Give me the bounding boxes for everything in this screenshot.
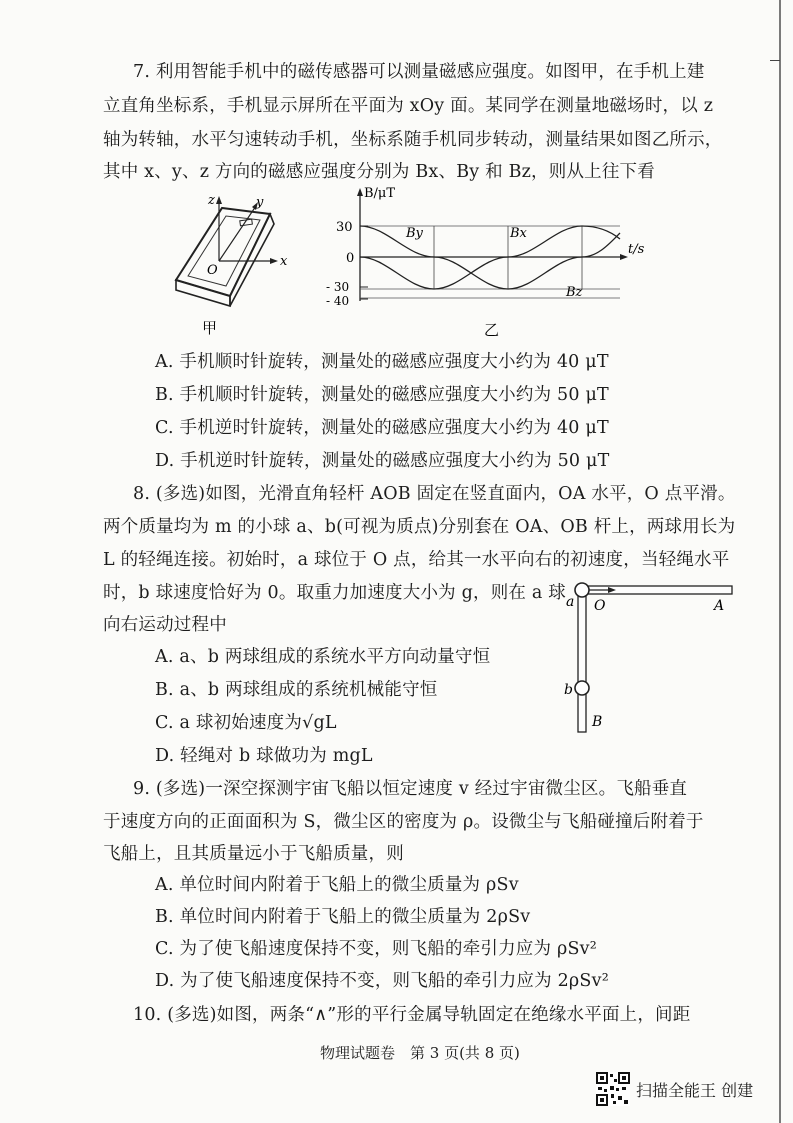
q8-option-a: A. a、b 两球组成的系统水平方向动量守恒 — [155, 647, 491, 667]
q9-option-d: D. 为了使飞船速度保持不变，则飞船的牵引力应为 2ρSv² — [155, 971, 609, 991]
q8-line-1: 8. (多选)如图，光滑直角轻杆 AOB 固定在竖直面内，OA 水平，O 点平滑。 — [133, 484, 736, 504]
q7-line-1: 7. 利用智能手机中的磁传感器可以测量磁感应强度。如图甲，在手机上建 — [133, 62, 705, 82]
page-edge-line — [779, 0, 781, 1123]
label-A: A — [714, 598, 725, 614]
label-o: O — [594, 598, 606, 614]
qr-code-icon — [596, 1072, 630, 1106]
q8-option-d: D. 轻绳对 b 球做功为 mgL — [155, 746, 373, 766]
q9-line-3: 飞船上，且其质量远小于飞船质量，则 — [103, 844, 404, 864]
q8-option-c: C. a 球初始速度为√gL — [155, 713, 337, 733]
q9-line-1: 9. (多选)一深空探测宇宙飞船以恒定速度 v 经过宇宙微尘区。飞船垂直 — [133, 779, 688, 799]
q9-option-a: A. 单位时间内附着于飞船上的微尘质量为 ρSv — [155, 875, 519, 895]
tick-0: 0 — [346, 251, 355, 266]
q7-line-3: 轴为转轴，水平匀速转动手机，坐标系随手机同步转动，测量结果如图乙所示， — [103, 130, 723, 150]
label-b: b — [564, 682, 573, 698]
ylabel: B/μT — [364, 186, 396, 201]
label-by: By — [406, 226, 423, 241]
figure-q8-rod — [562, 570, 742, 740]
q7-option-c: C. 手机逆时针旋转，测量处的磁感应强度大小约为 40 μT — [155, 418, 609, 438]
q7-option-d: D. 手机逆时针旋转，测量处的磁感应强度大小约为 50 μT — [155, 451, 610, 471]
label-bx: Bx — [510, 226, 527, 241]
q9-option-c: C. 为了使飞船速度保持不变，则飞船的牵引力应为 ρSv² — [155, 939, 597, 959]
q8-line-5: 向右运动过程中 — [103, 615, 227, 635]
q8-line-2: 两个质量均为 m 的小球 a、b(可视为质点)分别套在 OA、OB 杆上，两球用长为 — [103, 517, 736, 537]
q8-option-b: B. a、b 两球组成的系统机械能守恒 — [155, 680, 438, 700]
label-B: B — [592, 714, 603, 730]
label-bz: Bz — [566, 285, 583, 300]
q9-option-b: B. 单位时间内附着于飞船上的微尘质量为 2ρSv — [155, 907, 531, 927]
axis-y-label: y — [256, 195, 264, 210]
caption-yi: 乙 — [484, 321, 500, 339]
q7-option-b: B. 手机顺时针旋转，测量处的磁感应强度大小约为 50 μT — [155, 385, 609, 405]
axis-z-label: z — [208, 193, 215, 208]
q7-option-a: A. 手机顺时针旋转，测量处的磁感应强度大小约为 40 μT — [155, 352, 609, 372]
caption-jia: 甲 — [202, 319, 218, 337]
page-footer: 物理试题卷 第 3 页(共 8 页) — [320, 1044, 520, 1062]
scanner-watermark: 扫描全能王 创建 — [636, 1081, 754, 1100]
figure-jia-phone — [170, 188, 300, 338]
q10-line-1: 10. (多选)如图，两条“∧”形的平行金属导轨固定在绝缘水平面上，间距 — [133, 1005, 691, 1025]
q9-line-2: 于速度方向的正面面积为 S，微尘区的密度为 ρ。设微尘与飞船碰撞后附着于 — [103, 812, 704, 832]
xlabel: t/s — [628, 242, 645, 257]
tick-30: 30 — [336, 220, 353, 235]
figure-yi-graph — [320, 183, 650, 343]
page-edge-mark — [770, 60, 780, 61]
q8-line-3: L 的轻绳连接。初始时，a 球位于 O 点，给其一水平向右的初速度，当轻绳水平 — [103, 550, 730, 570]
q7-line-4: 其中 x、y、z 方向的磁感应强度分别为 Bx、By 和 Bz，则从上往下看 — [103, 162, 655, 182]
q8-line-4: 时，b 球速度恰好为 0。取重力加速度大小为 g，则在 a 球 — [103, 583, 566, 603]
origin-label: O — [207, 263, 218, 278]
q7-line-2: 立直角坐标系，手机显示屏所在平面为 xOy 面。某同学在测量地磁场时，以 z — [103, 96, 714, 116]
label-a: a — [566, 594, 575, 610]
axis-x-label: x — [280, 254, 288, 269]
tick-neg40: - 40 — [326, 294, 350, 308]
tick-neg30: - 30 — [326, 280, 350, 294]
